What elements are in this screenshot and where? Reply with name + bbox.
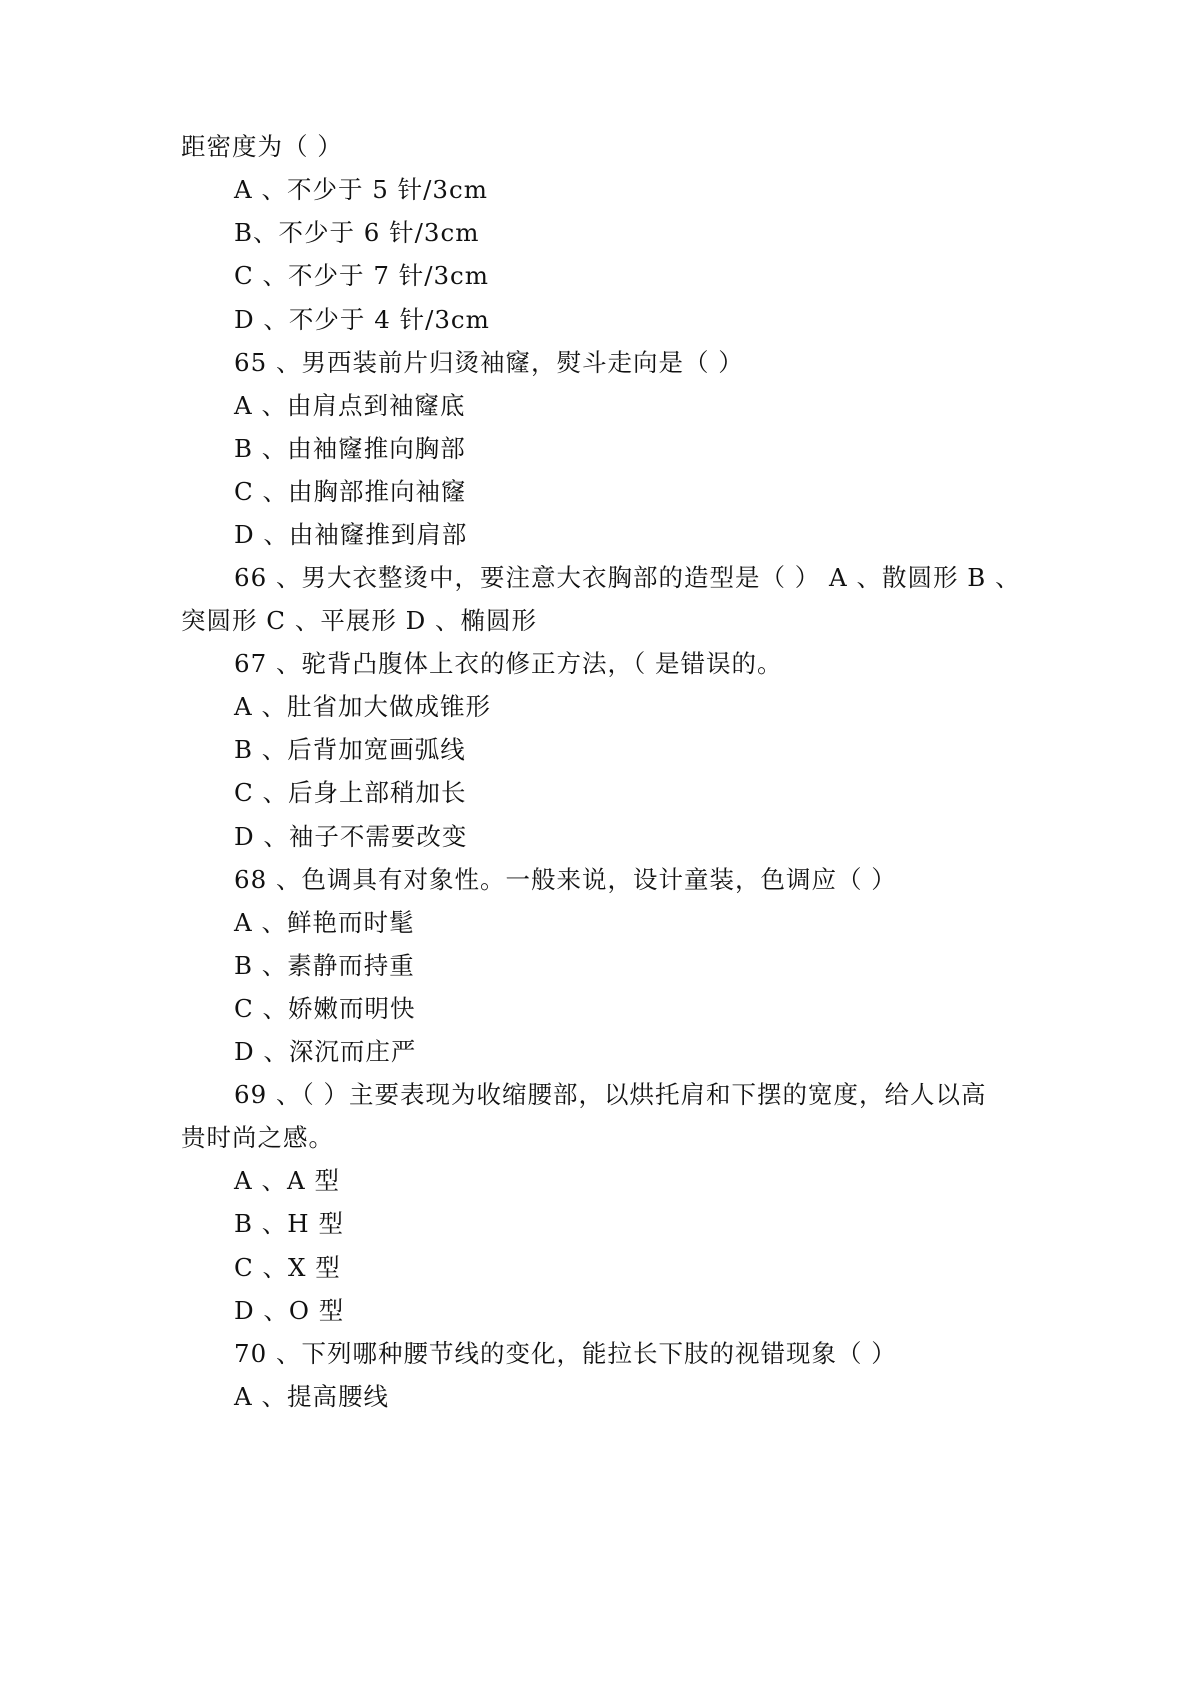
option-line: A 、肚省加大做成锥形 bbox=[234, 692, 491, 721]
question-line: 65 、男西装前片归烫袖窿，熨斗走向是（ ） bbox=[234, 348, 744, 377]
option-line: C 、娇嫩而明快 bbox=[234, 994, 416, 1023]
option-line: B 、H 型 bbox=[234, 1209, 344, 1238]
question-line: 68 、色调具有对象性。一般来说，设计童装，色调应（ ） bbox=[234, 865, 897, 894]
option-line: C 、由胸部推向袖窿 bbox=[234, 477, 467, 506]
text-line: 贵时尚之感。 bbox=[181, 1123, 334, 1152]
option-line: A 、提高腰线 bbox=[234, 1382, 389, 1411]
option-line: D 、O 型 bbox=[234, 1296, 345, 1325]
option-line: C 、后身上部稍加长 bbox=[234, 778, 467, 807]
option-line: A 、由肩点到袖窿底 bbox=[234, 391, 466, 420]
option-line: B、不少于 6 针/3cm bbox=[234, 218, 480, 247]
option-line: A 、鲜艳而时髦 bbox=[234, 908, 415, 937]
option-line: A 、不少于 5 针/3cm bbox=[234, 175, 488, 204]
option-line: B 、后背加宽画弧线 bbox=[234, 735, 466, 764]
option-line: B 、素静而持重 bbox=[234, 951, 415, 980]
option-line: D 、袖子不需要改变 bbox=[234, 822, 468, 851]
option-line: C 、X 型 bbox=[234, 1253, 341, 1282]
question-line: 66 、男大衣整烫中，要注意大衣胸部的造型是（ ） A 、散圆形 B 、 bbox=[234, 563, 1021, 592]
option-line: B 、由袖窿推向胸部 bbox=[234, 434, 466, 463]
question-line: 67 、驼背凸腹体上衣的修正方法，（ 是错误的。 bbox=[234, 649, 783, 678]
text-line: 突圆形 C 、平展形 D 、椭圆形 bbox=[181, 606, 538, 635]
option-line: D 、由袖窿推到肩部 bbox=[234, 520, 468, 549]
option-line: D 、深沉而庄严 bbox=[234, 1037, 417, 1066]
option-line: D 、不少于 4 针/3cm bbox=[234, 305, 490, 334]
question-line: 69 、（ ）主要表现为收缩腰部，以烘托肩和下摆的宽度，给人以高 bbox=[234, 1080, 987, 1109]
option-line: C 、不少于 7 针/3cm bbox=[234, 261, 489, 290]
option-line: A 、A 型 bbox=[234, 1166, 340, 1195]
question-line: 70 、下列哪种腰节线的变化，能拉长下肢的视错现象（ ） bbox=[234, 1339, 897, 1368]
text-line: 距密度为（ ） bbox=[181, 132, 343, 161]
